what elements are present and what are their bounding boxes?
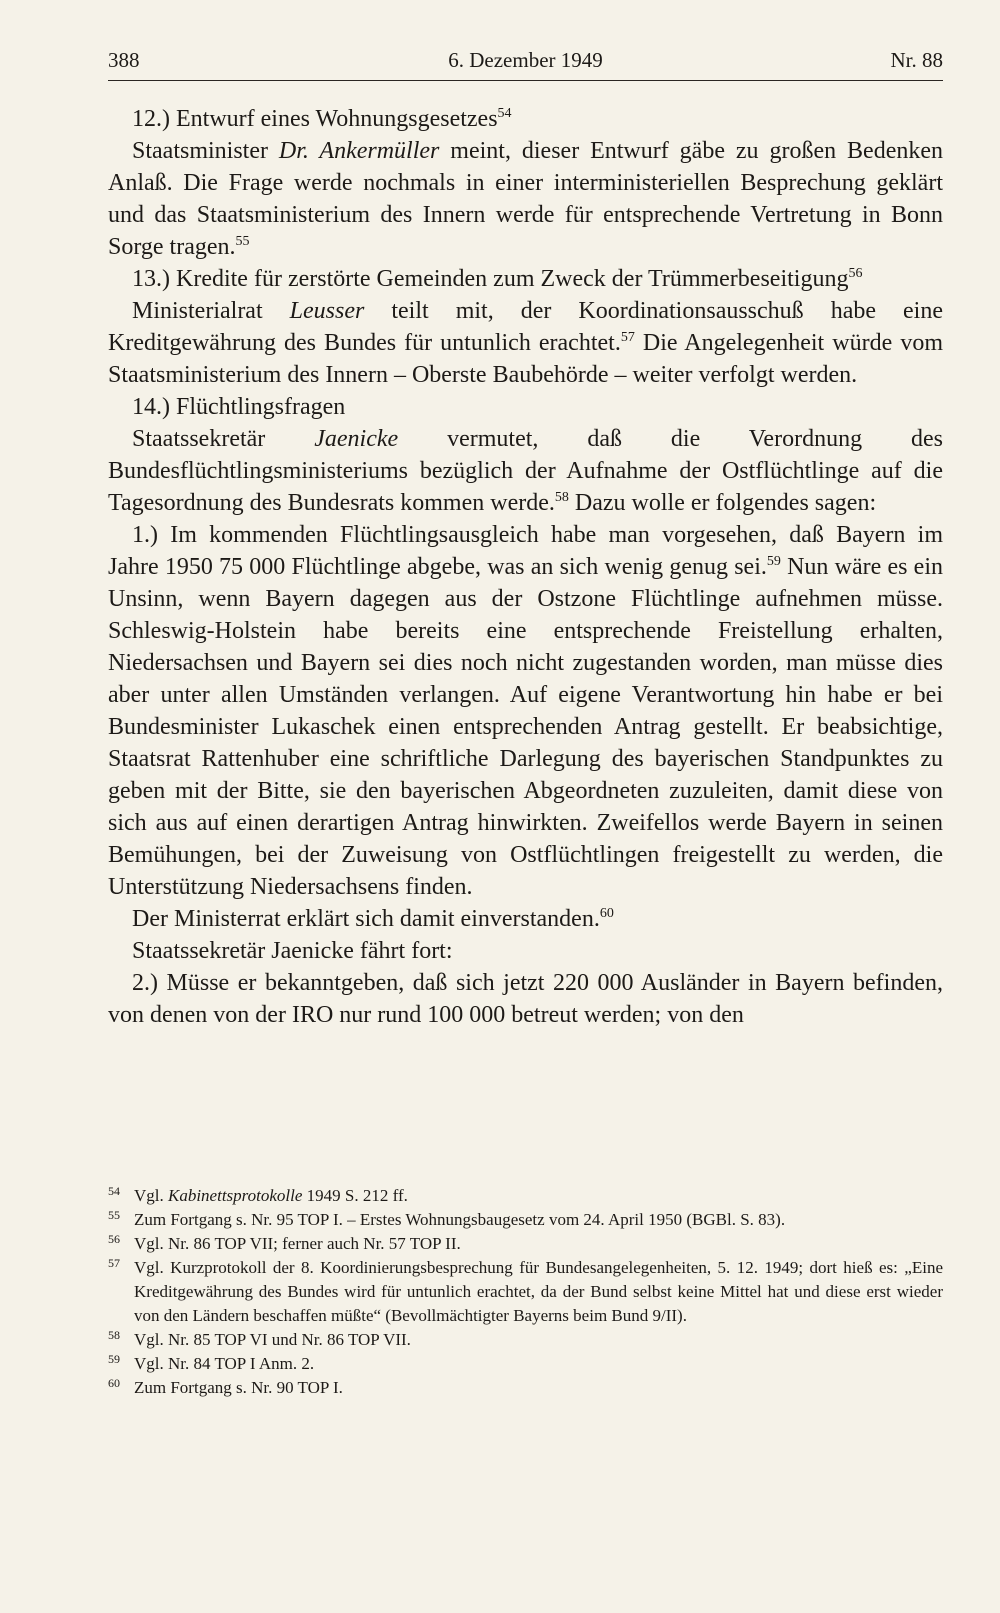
page-number: 388 xyxy=(108,48,140,72)
footnote-54: 54 Vgl. Kabinettsprotokolle 1949 S. 212 ff. xyxy=(108,1184,408,1205)
person-name: Dr. Ankermüller xyxy=(278,138,440,164)
footnote-59: 59 Vgl. Nr. 84 TOP I Anm. 2. xyxy=(108,1352,315,1373)
header-date: 6. Dezember 1949 xyxy=(448,48,603,72)
footnote-ref-56[interactable]: 56 xyxy=(848,266,863,281)
footnote-ref-54[interactable]: 54 xyxy=(497,106,512,121)
footnote-number: 60 xyxy=(108,1376,120,1390)
paragraph-continues: Staatssekretär Jaenicke fährt fort: xyxy=(132,938,453,964)
footnote-ref-57[interactable]: 57 xyxy=(620,330,635,345)
footnote-ref-55[interactable]: 55 xyxy=(235,234,250,249)
person-name: Jaenicke xyxy=(314,426,399,452)
page xyxy=(108,40,943,1031)
paragraph-jaenicke: Staatssekretär Jaenicke vermutet, daß die Verordnung des Bundesflüchtlingsministeriums bezüglich der Aufnahme der Ostflüchtlinge auf die Tagesordnung des Bundesrats kommen werde.$^{58}$ Dazu wolle er folgendes sagen: xyxy=(108,426,943,516)
agenda-item-14: 14.) Flüchtlingsfragen xyxy=(132,394,346,420)
footnotes xyxy=(108,1184,943,1400)
footnote-56: 56 Vgl. Nr. 86 TOP VII; ferner auch Nr. 57 TOP II. xyxy=(108,1232,461,1253)
document-number: Nr. 88 xyxy=(890,48,943,72)
footnote-57: 57 Vgl. Kurzprotokoll der 8. Koordinierungsbesprechung für Bundesangelegenheiten, 5. 12. 1949; dort hieß es: „Eine Kreditgewährung des Bundes wird für untunlich erachtet, da der Bund selbst keine Mittel hat und diese erst wieder von den Ländern beschaffen müßte“ (Bevollmächtigter Bayerns beim Bund 9/II). xyxy=(108,1256,943,1325)
footnote-number: 56 xyxy=(108,1232,120,1246)
running-header xyxy=(108,40,943,81)
footnote-number: 59 xyxy=(108,1352,120,1366)
footnote-55: 55 Zum Fortgang s. Nr. 95 TOP I. – Erstes Wohnungsbaugesetz vom 24. April 1950 (BGBl. S. 83). xyxy=(108,1208,786,1229)
footnote-ref-59[interactable]: 59 xyxy=(766,554,781,569)
paragraph-point-1: 1.) Im kommenden Flüchtlingsausgleich habe man vorgesehen, daß Bayern im Jahre 1950 75 000 Flüchtlinge abgebe, was an sich wenig genug sei.$^{59}$ Nun wäre es ein Unsinn, wenn Bayern dagegen aus der Ostzone Flüchtlinge aufnehmen müsse. Schleswig-Holstein habe bereits eine entsprechende Freistellung erhalten, Niedersachsen und Bayern sei dies noch nicht zugestanden worden, man müsse dies aber unter allen Umständen verlangen. Auf eigene Verantwortung hin habe er bei Bundesminister Lukaschek einen entsprechenden Antrag gestellt. Er beabsichtige, Staatsrat Rattenhuber eine schriftliche Darlegung des bayerischen Standpunktes zu geben mit der Bitte, sie den bayerischen Abgeordneten zuzuleiten, damit diese von sich aus auf einen derartigen Antrag hinwirkten. Zweifellos werde Bayern in seinen Bemühungen, bei der Zuweisung von Ostflüchtlingen freigestellt zu werden, die Unterstützung Niedersachsens finden. xyxy=(108,522,943,900)
agenda-item-12: 12.) Entwurf eines Wohnungsgesetzes$^{54}$ xyxy=(132,106,512,132)
main-text xyxy=(108,103,943,1031)
footnote-number: 57 xyxy=(108,1256,120,1270)
footnote-58: 58 Vgl. Nr. 85 TOP VI und Nr. 86 TOP VII. xyxy=(108,1328,411,1349)
paragraph-point-2: 2.) Müsse er bekanntgeben, daß sich jetzt 220 000 Ausländer in Bayern befinden, von denen von der IRO nur rund 100 000 betreut werden; von den xyxy=(108,970,943,1028)
footnote-number: 58 xyxy=(108,1328,120,1342)
paragraph-leusser: Ministerialrat Leusser teilt mit, der Koordinationsausschuß habe eine Kreditgewährung des Bundes für untunlich erachtet.$^{57}$ Die Angelegenheit würde vom Staatsministerium des Innern – Oberste Baubehörde – weiter verfolgt werden. xyxy=(108,298,943,388)
paragraph-ankermueller: Staatsminister Dr. Ankermüller meint, dieser Entwurf gäbe zu großen Bedenken Anlaß. Die Frage werde nochmals in einer interministeriellen Besprechung geklärt und das Staatsministerium des Innern werde für entsprechende Vertretung in Bonn Sorge tragen.$^{55}$ xyxy=(108,138,943,260)
agenda-item-13: 13.) Kredite für zerstörte Gemeinden zum Zweck der Trümmerbeseitigung$^{56}$ xyxy=(132,266,863,292)
footnote-ref-58[interactable]: 58 xyxy=(554,490,569,505)
footnote-number: 55 xyxy=(108,1208,120,1222)
person-name: Leusser xyxy=(289,298,365,324)
footnote-ref-60[interactable]: 60 xyxy=(599,906,614,921)
paragraph-ministerrat: Der Ministerrat erklärt sich damit einverstanden.$^{60}$ xyxy=(132,906,614,932)
footnote-number: 54 xyxy=(108,1184,120,1198)
footnote-60: 60 Zum Fortgang s. Nr. 90 TOP I. xyxy=(108,1376,343,1397)
